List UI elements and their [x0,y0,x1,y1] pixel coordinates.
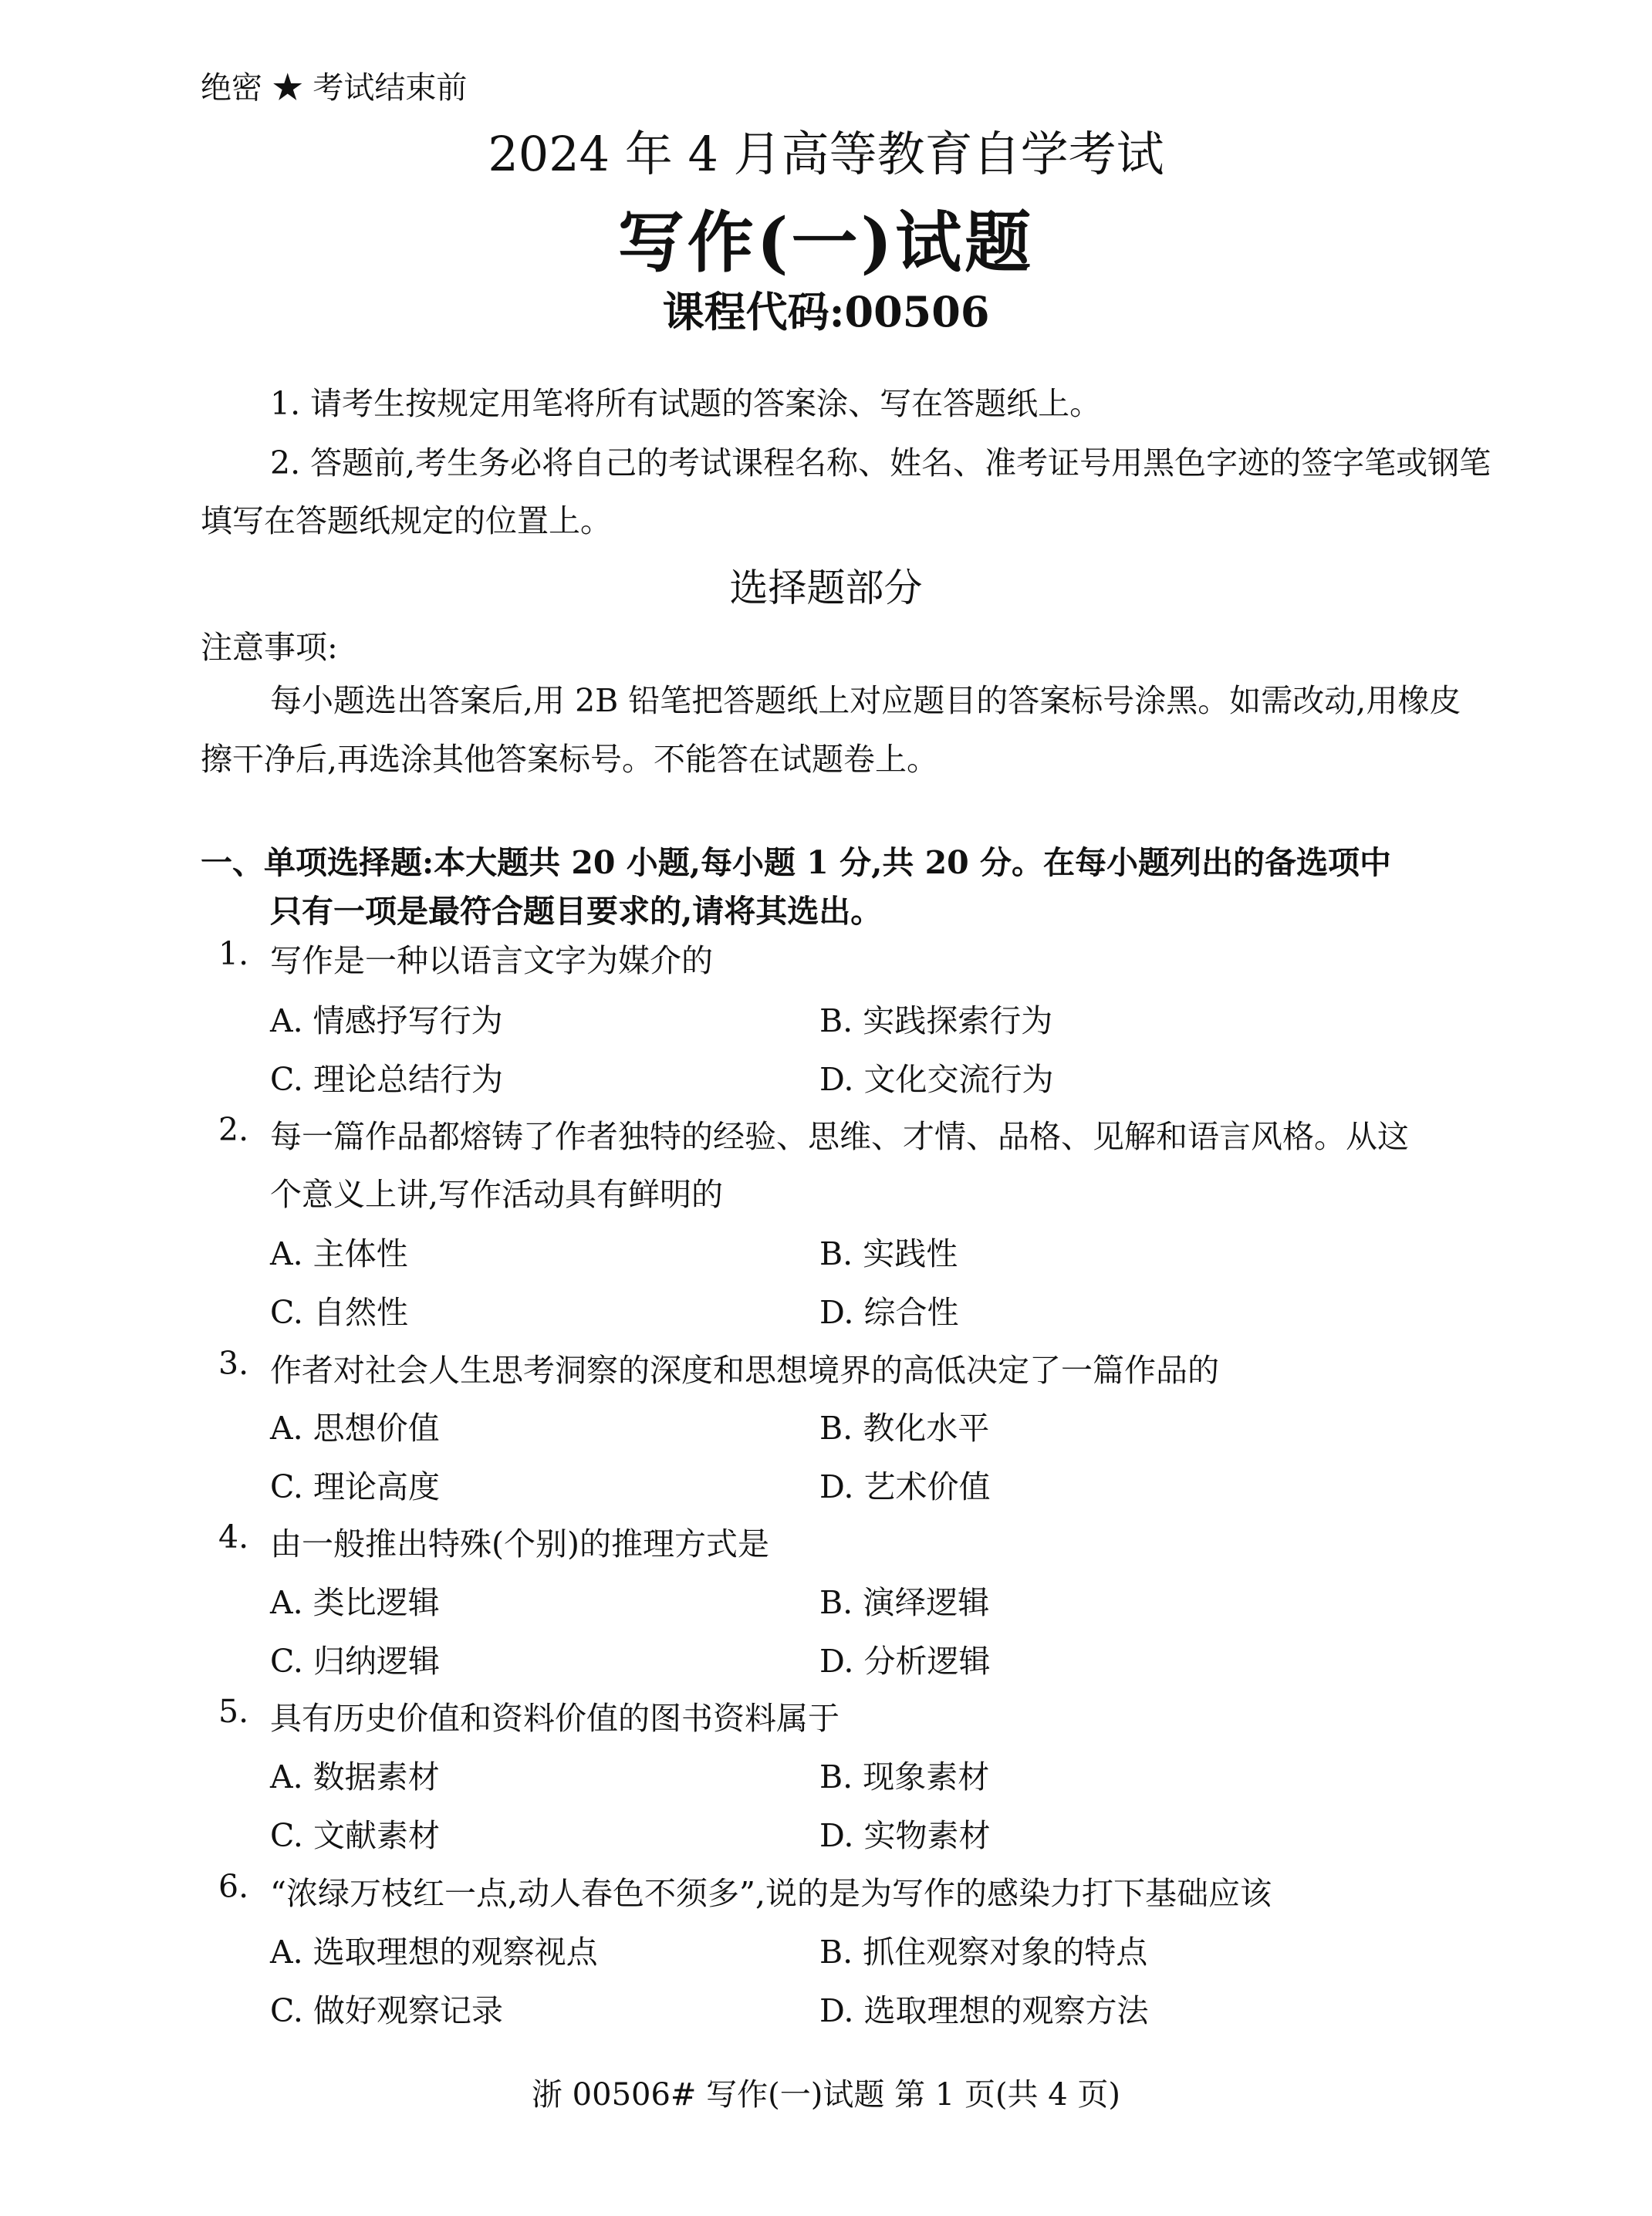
option-d: D. 艺术价值 [819,1468,991,1505]
question-text: 每一篇作品都熔铸了作者独特的经验、思维、才情、品格、见解和语言风格。从这 [270,1118,1409,1155]
question-number: 5. [218,1693,249,1730]
option-a: A. 选取理想的观察视点 [270,1934,598,1971]
option-a: A. 数据素材 [270,1758,440,1795]
option-a: A. 情感抒写行为 [270,1002,503,1039]
secrecy-label: 绝密 ★ 考试结束前 [201,70,468,106]
option-d: D. 综合性 [819,1294,959,1331]
page-footer: 浙 00506# 写作(一)试题 第 1 页(共 4 页) [531,2077,1121,2113]
instruction-2-cont: 填写在答题纸规定的位置上。 [201,502,612,539]
question-number: 6. [218,1868,249,1905]
part1-heading: 一、单项选择题:本大题共 20 小题,每小题 1 分,共 20 分。在每小题列出的备选项中 [201,844,1391,881]
question-text: “浓绿万枝红一点,动人春色不须多”,说的是为写作的感染力打下基础应该 [270,1875,1272,1912]
option-b: B. 演绎逻辑 [819,1584,990,1621]
subject-title: 写作(一)试题 [617,204,1035,282]
option-d: D. 分析逻辑 [819,1643,991,1680]
question-number: 3. [218,1345,249,1382]
option-b: B. 现象素材 [819,1758,990,1795]
notice-line-2: 擦干净后,再选涂其他答案标号。不能答在试题卷上。 [201,741,939,778]
option-b: B. 教化水平 [819,1410,990,1447]
question-number: 1. [218,935,249,972]
question-text: 由一般推出特殊(个别)的推理方式是 [270,1525,769,1562]
question-text-cont: 个意义上讲,写作活动具有鲜明的 [270,1176,724,1213]
option-c: C. 做好观察记录 [270,1992,503,2029]
option-d: D. 选取理想的观察方法 [819,1992,1149,2029]
option-d: D. 文化交流行为 [819,1061,1054,1098]
notice-label: 注意事项: [201,629,338,666]
question-text: 作者对社会人生思考洞察的深度和思想境界的高低决定了一篇作品的 [270,1352,1219,1389]
option-d: D. 实物素材 [819,1817,991,1854]
option-c: C. 自然性 [270,1294,408,1331]
option-c: C. 归纳逻辑 [270,1643,440,1680]
exam-title: 2024 年 4 月高等教育自学考试 [488,126,1164,182]
instruction-1: 1. 请考生按规定用笔将所有试题的答案涂、写在答题纸上。 [270,385,1102,422]
question-text: 写作是一种以语言文字为媒介的 [270,942,713,979]
option-b: B. 抓住观察对象的特点 [819,1934,1148,1971]
course-code: 课程代码:00506 [662,287,990,336]
question-number: 4. [218,1518,249,1556]
option-c: C. 理论高度 [270,1468,440,1505]
option-a: A. 主体性 [270,1235,408,1272]
section-title: 选择题部分 [729,566,923,610]
option-b: B. 实践探索行为 [819,1002,1053,1039]
option-a: A. 思想价值 [270,1410,440,1447]
notice-line-1: 每小题选出答案后,用 2B 铅笔把答题纸上对应题目的答案标号涂黑。如需改动,用橡皮 [270,682,1461,719]
option-c: C. 理论总结行为 [270,1061,503,1098]
part1-heading-cont: 只有一项是最符合题目要求的,请将其选出。 [270,893,883,930]
option-b: B. 实践性 [819,1235,958,1272]
question-text: 具有历史价值和资料价值的图书资料属于 [270,1700,840,1737]
option-a: A. 类比逻辑 [270,1584,440,1621]
question-number: 2. [218,1111,249,1148]
option-c: C. 文献素材 [270,1817,440,1854]
instruction-2: 2. 答题前,考生务必将自己的考试课程名称、姓名、准考证号用黑色字迹的签字笔或钢笔 [270,444,1492,481]
